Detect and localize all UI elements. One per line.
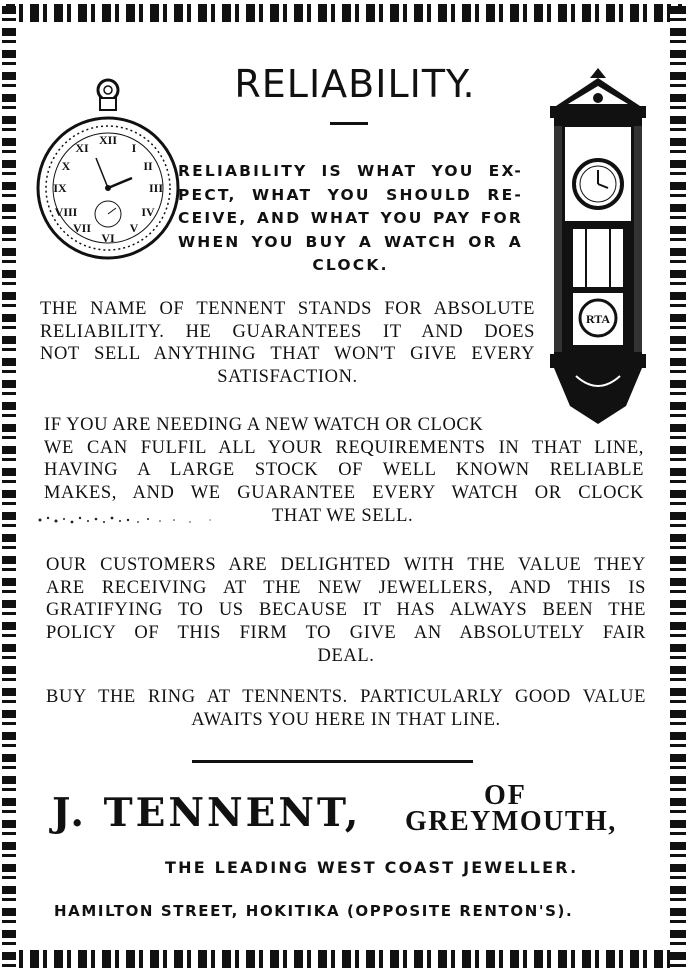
print-smudge	[34, 510, 244, 530]
decorative-border-top	[6, 4, 682, 22]
of-label: OF	[484, 780, 527, 811]
text-line: WE CAN FULFIL ALL YOUR REQUIREMENTS IN THAT LINE,	[44, 437, 644, 458]
decorative-border-bottom	[6, 950, 682, 968]
svg-text:XII: XII	[98, 133, 118, 147]
text-line: NOT SELL ANYTHING THAT WON'T GIVE EVERY	[40, 344, 535, 365]
divider-rule	[192, 760, 473, 763]
decorative-border-left	[2, 6, 16, 968]
intro-line: CLOCK.	[312, 256, 389, 274]
text-line: MAKES, AND WE GUARANTEE EVERY WATCH OR CLOCK	[44, 483, 644, 504]
svg-text:VII: VII	[72, 221, 92, 235]
svg-text:III: III	[148, 181, 164, 195]
jeweller-name: J. TENNENT,	[52, 790, 362, 836]
tagline: THE LEADING WEST COAST JEWELLER.	[165, 858, 579, 877]
text-line: OUR CUSTOMERS ARE DELIGHTED WITH THE VALUE THEY	[46, 555, 646, 575]
svg-text:II: II	[143, 159, 153, 173]
svg-text:VI: VI	[101, 231, 115, 245]
intro-text	[178, 160, 523, 278]
text-line: IF YOU ARE NEEDING A NEW WATCH OR CLOCK	[44, 415, 484, 435]
svg-text:XI: XI	[75, 141, 89, 155]
text-line: ARE RECEIVING AT THE NEW JEWELLERS, AND THIS IS	[46, 577, 646, 598]
address: HAMILTON STREET, HOKITIKA (OPPOSITE RENTON'S).	[54, 902, 574, 920]
svg-text:VIII: VIII	[54, 205, 78, 219]
svg-text:I: I	[131, 141, 137, 155]
svg-text:IV: IV	[141, 205, 155, 219]
pocket-watch-icon	[34, 72, 182, 272]
svg-text:IX: IX	[53, 181, 67, 195]
paragraph-4	[46, 686, 646, 731]
text-line: AWAITS YOU HERE IN THAT LINE.	[191, 709, 501, 730]
text-line: SATISFACTION.	[217, 367, 358, 388]
decorative-border-right	[670, 6, 686, 968]
text-line: THAT WE SELL.	[272, 505, 414, 526]
intro-line: CEIVE, AND WHAT YOU PAY FOR	[178, 209, 523, 227]
grandfather-clock-icon	[546, 66, 650, 426]
text-line: HAVING A LARGE STOCK OF WELL KNOWN RELIABLE	[44, 460, 644, 481]
clock-monogram: RTA	[585, 312, 611, 326]
text-line: RELIABILITY. HE GUARANTEES IT AND DOES	[40, 321, 535, 342]
text-line: THE NAME OF TENNENT STANDS FOR ABSOLUTE	[40, 299, 535, 319]
text-line: POLICY OF THIS FIRM TO GIVE AN ABSOLUTELY FAIR	[46, 623, 646, 644]
town-name: GREYMOUTH,	[405, 806, 617, 837]
headline: RELIABILITY.	[234, 62, 476, 106]
svg-text:V: V	[129, 221, 139, 235]
intro-line: PECT, WHAT YOU SHOULD RE-	[178, 185, 523, 204]
intro-line: WHEN YOU BUY A WATCH OR A	[178, 232, 523, 251]
paragraph-1	[40, 298, 535, 389]
text-line: GRATIFYING TO US BECAUSE IT HAS ALWAYS BEEN THE	[46, 600, 646, 621]
intro-line: RELIABILITY IS WHAT YOU EX-	[178, 162, 523, 180]
text-line: DEAL.	[317, 645, 375, 666]
headline-dash	[330, 122, 368, 125]
paragraph-3	[46, 554, 646, 668]
text-line: BUY THE RING AT TENNENTS. PARTICULARLY GOOD VALUE	[46, 687, 646, 707]
svg-text:X: X	[61, 159, 71, 173]
